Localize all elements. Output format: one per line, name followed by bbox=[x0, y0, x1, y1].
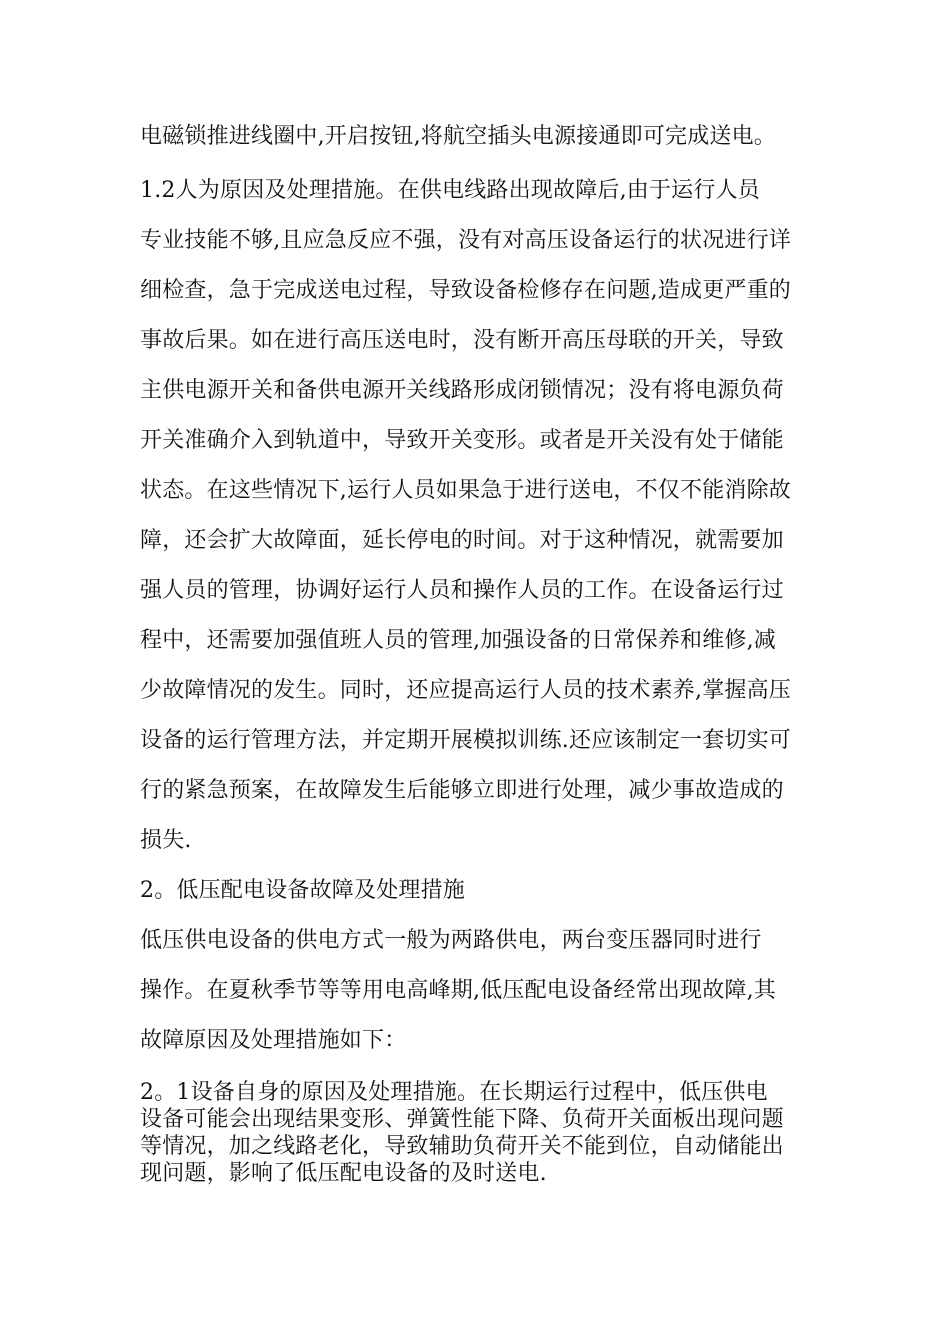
text-line: 行的紧急预案，在故障发生后能够立即进行处理，减少事故造成的 bbox=[140, 778, 784, 803]
text-line: 设备的运行管理方法，并定期开展模拟训练.还应该制定一套切实可 bbox=[140, 728, 791, 753]
text-line: 操作。在夏秋季节等等用电高峰期,低压配电设备经常出现故障,其 bbox=[140, 978, 776, 1003]
text-line: 开关准确介入到轨道中，导致开关变形。或者是开关没有处于储能 bbox=[140, 428, 784, 453]
text-line: 故障原因及处理措施如下： bbox=[140, 1028, 407, 1053]
text-line: 障，还会扩大故障面，延长停电的时间。对于这种情况，就需要加 bbox=[140, 528, 784, 553]
text-line: 少故障情况的发生。同时，还应提高运行人员的技术素养,掌握高压 bbox=[140, 678, 791, 703]
text-line: 事故后果。如在进行高压送电时，没有断开高压母联的开关，导致 bbox=[140, 328, 784, 353]
text-line: 细检查，急于完成送电过程，导致设备检修存在问题,造成更严重的 bbox=[140, 278, 791, 303]
section-heading: 2。低压配电设备故障及处理措施 bbox=[140, 878, 465, 903]
text-line: 电磁锁推进线圈中,开启按钮,将航空插头电源接通即可完成送电。 bbox=[140, 124, 776, 149]
text-line: 现问题，影响了低压配电设备的及时送电. bbox=[140, 1161, 547, 1186]
text-line: 损失. bbox=[140, 828, 192, 853]
text-line: 设备可能会出现结果变形、弹簧性能下降、负荷开关面板出现问题 bbox=[140, 1107, 784, 1132]
text-line: 强人员的管理，协调好运行人员和操作人员的工作。在设备运行过 bbox=[140, 578, 784, 603]
text-line: 程中，还需要加强值班人员的管理,加强设备的日常保养和维修,减 bbox=[140, 628, 776, 653]
text-line: 主供电源开关和备供电源开关线路形成闭锁情况；没有将电源负荷 bbox=[140, 378, 784, 403]
text-line: 2。1设备自身的原因及处理措施。在长期运行过程中，低压供电 bbox=[140, 1080, 768, 1105]
text-line: 低压供电设备的供电方式一般为两路供电，两台变压器同时进行 bbox=[140, 928, 762, 953]
text-line: 状态。在这些情况下,运行人员如果急于进行送电，不仅不能消除故 bbox=[140, 478, 791, 503]
text-line: 专业技能不够,且应急反应不强，没有对高压设备运行的状况进行详 bbox=[140, 228, 791, 253]
text-line: 1.2人为原因及处理措施。在供电线路出现故障后,由于运行人员 bbox=[140, 178, 760, 203]
text-line: 等情况，加之线路老化，导致辅助负荷开关不能到位，自动储能出 bbox=[140, 1134, 784, 1159]
